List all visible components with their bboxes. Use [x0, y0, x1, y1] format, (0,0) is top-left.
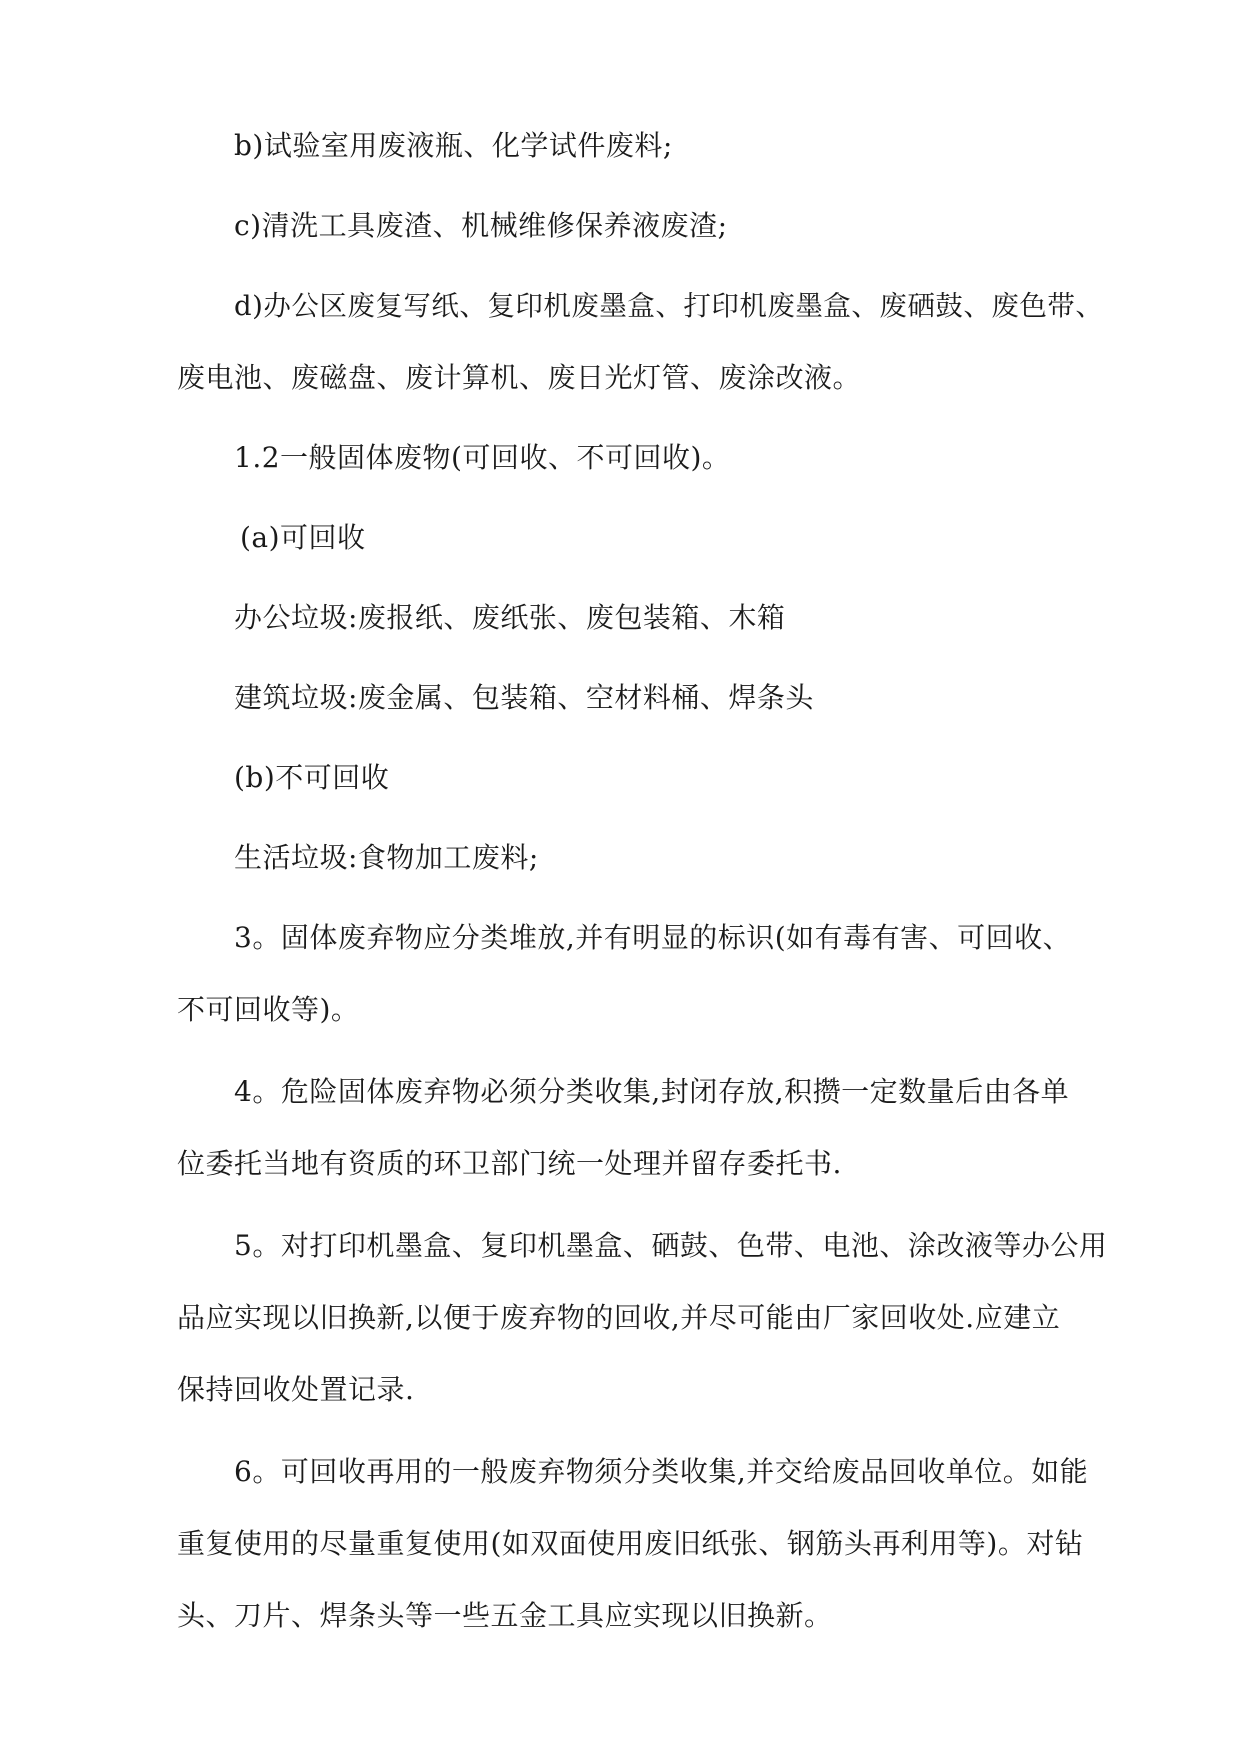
- text-line: b)试验室用废液瓶、化学试件废料;: [234, 129, 673, 162]
- text-line: 4。危险固体废弃物必须分类收集,封闭存放,积攒一定数量后由各单: [234, 1075, 1070, 1108]
- text-line: 头、刀片、焊条头等一些五金工具应实现以旧换新。: [177, 1599, 833, 1632]
- text-line: 6。可回收再用的一般废弃物须分类收集,并交给废品回收单位。如能: [234, 1455, 1089, 1488]
- text-line: 位委托当地有资质的环卫部门统一处理并留存委托书.: [177, 1147, 842, 1180]
- text-line: 5。对打印机墨盒、复印机墨盒、硒鼓、色带、电池、涂改液等办公用: [234, 1229, 1108, 1262]
- text-line: c)清洗工具废渣、机械维修保养液废渣;: [234, 209, 728, 242]
- text-line: 生活垃圾:食物加工废料;: [234, 841, 539, 874]
- text-line: (b)不可回收: [234, 761, 390, 794]
- text-line: 不可回收等)。: [177, 993, 360, 1026]
- text-line: (a)可回收: [240, 521, 366, 554]
- text-line: 3。固体废弃物应分类堆放,并有明显的标识(如有毒有害、可回收、: [234, 921, 1072, 954]
- text-line: 办公垃圾:废报纸、废纸张、废包装箱、木箱: [234, 601, 786, 634]
- text-line: 废电池、废磁盘、废计算机、废日光灯管、废涂改液。: [177, 361, 862, 394]
- text-line: d)办公区废复写纸、复印机废墨盒、打印机废墨盒、废硒鼓、废色带、: [234, 290, 1104, 322]
- text-line: 品应实现以旧换新,以便于废弃物的回收,并尽可能由厂家回收处.应建立: [177, 1301, 1061, 1334]
- text-line: 1.2一般固体废物(可回收、不可回收)。: [234, 441, 731, 474]
- text-line: 建筑垃圾:废金属、包装箱、空材料桶、焊条头: [234, 681, 814, 714]
- text-line: 重复使用的尽量重复使用(如双面使用废旧纸张、钢筋头再利用等)。对钻: [177, 1527, 1084, 1560]
- text-line: 保持回收处置记录.: [177, 1373, 415, 1406]
